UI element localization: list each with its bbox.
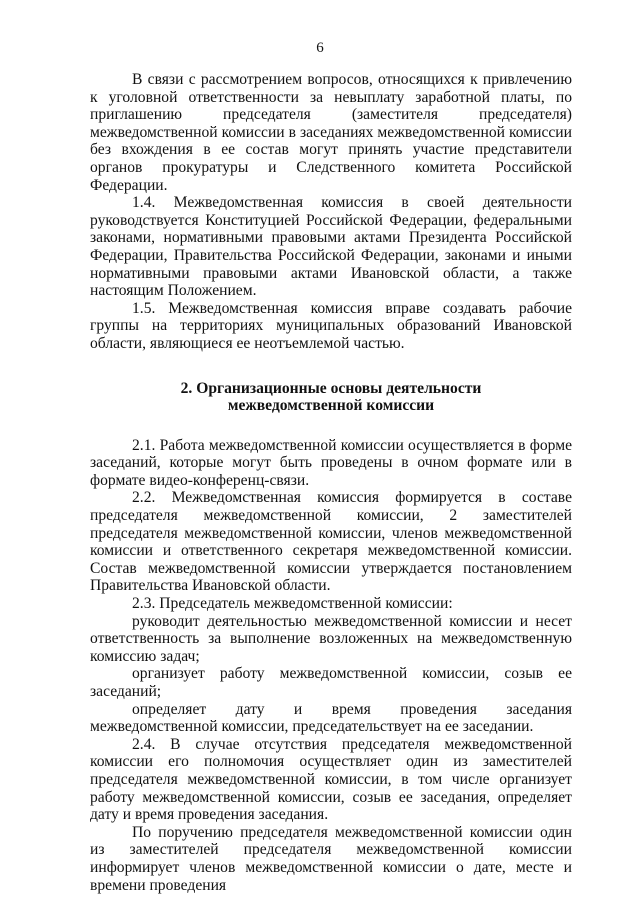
paragraph-1-4: 1.4. Межведомственная комиссия в своей деятельности руководствуется Конституцией Российской Федерации, федеральными законами, нормативными правовыми актами Президента Российской Федерации, Правительства Российской Федерации, законами и иными нормативными правовыми актами Ивановской области, а также настоящим Положением. [90,194,572,300]
paragraph-prosecutor-participation: В связи с рассмотрением вопросов, относящихся к привлечению к уголовной ответственности за невыплату заработной платы, по приглашению председателя (заместителя председателя) межведомственной комиссии в заседаниях межведомственной комиссии без вхождения в ее состав могут принять участие представители органов прокуратуры и Следственного комитета Российской Федерации. [90,71,572,194]
paragraph-deputy-informs: По поручению председателя межведомственной комиссии один из заместителей председателя межведомственной комиссии информирует членов межведомственной комиссии о дате, месте и времени проведения [90,823,572,894]
list-item-chairman-duty-2: организует работу межведомственной комиссии, созыв ее заседаний; [90,665,572,700]
paragraph-1-5: 1.5. Межведомственная комиссия вправе создавать рабочие группы на территориях муниципальных образований Ивановской области, являющиеся ее неотъемлемой частью. [90,299,572,352]
section-heading-line-1: 2. Организационные основы деятельности [180,379,482,397]
paragraph-2-2: 2.2. Межведомственная комиссия формируется в составе председателя межведомственной комиссии, 2 заместителей председателя межведомственной комиссии, членов межведомственной комиссии и ответственного секретаря межведомственной комиссии. Состав межведомственной комиссии утверждается постановлением Правительства Ивановской области. [90,489,572,595]
page-number: 6 [316,40,324,56]
document-body [90,71,572,894]
paragraph-2-1: 2.1. Работа межведомственной комиссии осуществляется в форме заседаний, которые могут быть проведены в очном формате или в формате видео-конференц-связи. [90,436,572,489]
list-item-chairman-duty-1: руководит деятельностью межведомственной комиссии и несет ответственность за выполнение возложенных на межведомственную комиссию задач; [90,612,572,665]
list-item-chairman-duty-3: определяет дату и время проведения заседания межведомственной комиссии, председательствует на ее заседании. [90,700,572,736]
paragraph-2-3: 2.3. Председатель межведомственной комиссии: [132,595,453,613]
section-heading-line-2: межведомственной комиссии [227,397,435,415]
section-heading [90,380,572,415]
paragraph-2-4: 2.4. В случае отсутствия председателя межведомственной комиссии его полномочия осуществляет один из заместителей председателя межведомственной комиссии, в том числе организует работу межведомственной комиссии, созыв ее заседания, определяет дату и время проведения заседания. [90,735,572,824]
